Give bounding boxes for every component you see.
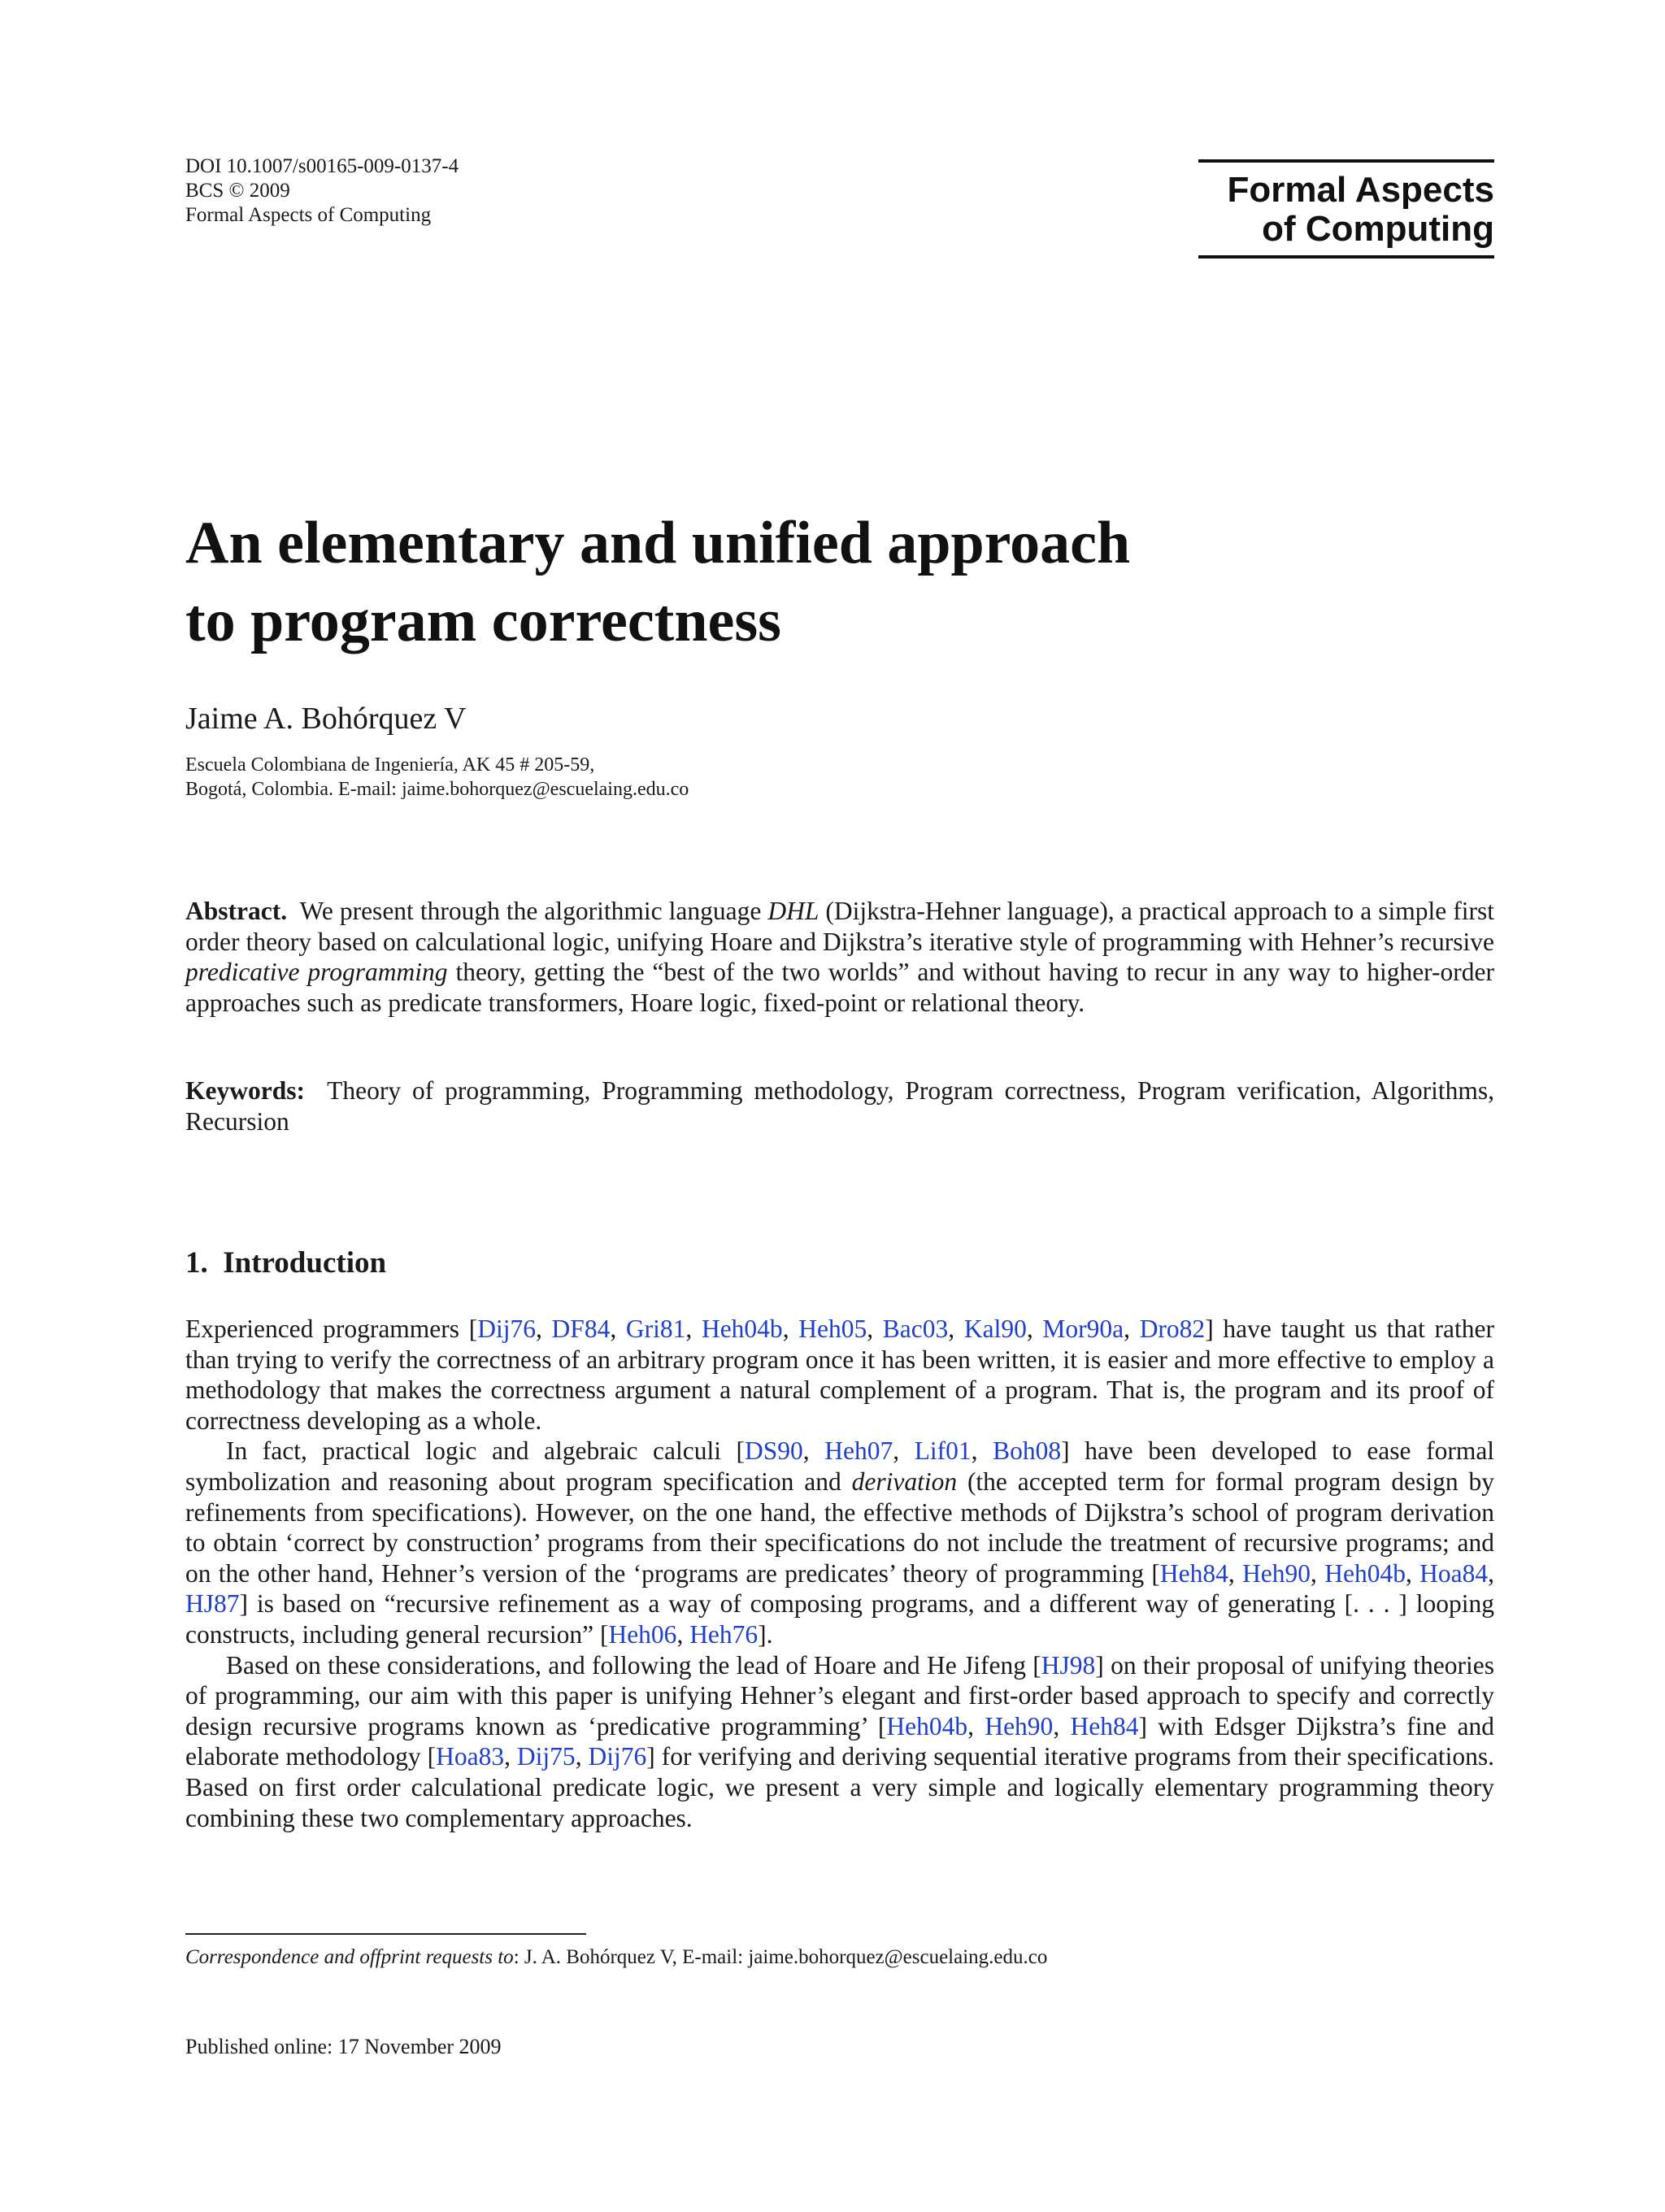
intro-p2-text-c: (the accepted term for formal program design by refinements from specifications). However, on the one hand, the effective methods of Dijkstra’s school of program derivation to obtain ‘correct by construction’ programs from their specifications do not include the treatment of recursive programs; and on the other hand, Hehner’s version of the ‘programs are predicates’ theory of programming [ <box>185 1467 1494 1588</box>
paper-title-line1: An elementary and unified approach <box>185 510 1131 576</box>
intro-paragraph-3 <box>185 1650 1494 1834</box>
keywords-text: Theory of programming, Programming methodology, Program correctness, Program verification, Algorithms, Recursion <box>185 1076 1494 1136</box>
abstract-text-2: (Dijkstra-Hehner language), a practical approach to a simple first order theory based on calculational logic, unifying Hoare and Dijkstra’s iterative style of programming with Hehner’s recursive <box>185 897 1494 956</box>
citation-link-dro82[interactable]: Dro82 <box>1139 1315 1206 1343</box>
keywords <box>185 1076 1494 1136</box>
intro-paragraph-1 <box>185 1314 1494 1436</box>
citation-link-dij76[interactable]: Dij76 <box>477 1315 536 1343</box>
published-online: Published online: 17 November 2009 <box>185 2035 502 2058</box>
author-name: Jaime A. Bohórquez V <box>185 702 467 736</box>
section-heading-introduction <box>185 1245 386 1281</box>
footnote-label: Correspondence and offprint requests to <box>185 1946 514 1968</box>
intro-p1-citations: Dij76, DF84, Gri81, Heh04b, Heh05, Bac03, Kal90, Mor90a, Dro82 <box>477 1315 1206 1343</box>
citation-link-mor90a[interactable]: Mor90a <box>1042 1315 1124 1343</box>
abstract-text-3: theory, getting the “best of the two worlds” and without having to recur in any way to higher-order approaches such as predicate transformers, Hoare logic, fixed-point or relational theory. <box>185 958 1494 1017</box>
intro-p2-derivation: derivation <box>851 1467 958 1496</box>
citation-link-gri81[interactable]: Gri81 <box>625 1315 686 1343</box>
citation-link-heh84[interactable]: Heh84 <box>1159 1558 1228 1588</box>
introduction-body <box>185 1314 1494 1833</box>
paper-title <box>185 504 1242 660</box>
citation-link-dij75[interactable]: Dij75 <box>516 1742 576 1771</box>
abstract-text-1: We present through the algorithmic language <box>299 897 768 925</box>
citation-link-heh04b[interactable]: Heh04b <box>701 1315 783 1343</box>
abstract <box>185 896 1494 1018</box>
citation-link-hj87[interactable]: HJ87 <box>185 1589 240 1619</box>
footnote-text: : J. A. Bohórquez V, E-mail: jaime.bohorquez@escuelaing.edu.co <box>513 1946 1048 1968</box>
citation-link-heh07[interactable]: Heh07 <box>824 1436 893 1466</box>
citation-link-hj98[interactable]: HJ98 <box>1041 1650 1096 1680</box>
intro-p3-text-b: ] on their proposal of unifying theories of programming, our aim with this paper is unifying Hehner’s elegant and first-order based approach to specify and correctly design recursive programs known as ‘predicative programming’ [ <box>185 1650 1494 1740</box>
intro-p2-text-b: ] have been developed to ease formal symbolization and reasoning about program specification and <box>185 1436 1495 1496</box>
keywords-label: Keywords: <box>185 1076 305 1105</box>
intro-p3-text-d: ] for verifying and deriving sequential iterative programs from their specifications. Based on first order calculational predicate logic, we present a very simple and logically elementary programming theory combining these two complementary approaches. <box>185 1742 1494 1832</box>
citation-link-heh90[interactable]: Heh90 <box>1242 1558 1311 1588</box>
intro-p3-citations-2: Heh04b, Heh90, Heh84 <box>886 1711 1139 1740</box>
citation-link-heh76[interactable]: Heh76 <box>689 1619 759 1649</box>
citation-link-heh90[interactable]: Heh90 <box>985 1711 1054 1740</box>
affiliation <box>185 753 689 802</box>
journal-logo-line1: Formal Aspects <box>1227 170 1494 210</box>
citation-link-heh06[interactable]: Heh06 <box>608 1619 677 1649</box>
section-number: 1. <box>185 1246 208 1280</box>
citation-link-boh08[interactable]: Boh08 <box>993 1436 1062 1466</box>
citation-link-hoa83[interactable]: Hoa83 <box>436 1742 505 1771</box>
citation-link-dij76[interactable]: Dij76 <box>588 1742 647 1771</box>
intro-p1-text-a: Experienced programmers [ <box>185 1315 478 1343</box>
abstract-paragraph <box>185 896 1494 1018</box>
abstract-dhl: DHL <box>767 897 819 925</box>
copyright-text: BCS © 2009 <box>185 180 290 202</box>
section-title: Introduction <box>223 1246 387 1280</box>
intro-p2-citations-1: DS90, Heh07, Lif01, Boh08 <box>745 1436 1062 1466</box>
intro-p2-text-d: ] is based on “recursive refinement as a way of composing programs, and a different way of generating [. . . ] looping constructs, including general recursion” [ <box>185 1589 1494 1649</box>
doi-text: DOI 10.1007/s00165-009-0137-4 <box>185 155 459 177</box>
header-meta <box>185 154 459 228</box>
citation-link-heh04b[interactable]: Heh04b <box>886 1711 968 1740</box>
footnote-divider <box>185 1933 586 1935</box>
intro-p2-citations-3: Heh06, Heh76 <box>608 1619 759 1649</box>
citation-link-hoa84[interactable]: Hoa84 <box>1419 1558 1489 1588</box>
citation-link-df84[interactable]: DF84 <box>551 1315 611 1343</box>
abstract-label: Abstract. <box>185 897 288 925</box>
citation-link-ds90[interactable]: DS90 <box>745 1436 803 1466</box>
paper-title-line2: to program correctness <box>185 588 781 654</box>
abstract-predicative-programming: predicative programming <box>185 958 448 987</box>
journal-name: Formal Aspects of Computing <box>185 204 432 226</box>
keywords-paragraph <box>185 1076 1494 1136</box>
citation-link-heh84[interactable]: Heh84 <box>1070 1711 1139 1740</box>
citation-link-kal90[interactable]: Kal90 <box>963 1315 1027 1343</box>
journal-logo-line2: of Computing <box>1262 209 1494 249</box>
intro-p3-text-c: ] with Edsger Dijkstra’s fine and elaborate methodology [ <box>185 1711 1495 1771</box>
affiliation-line1: Escuela Colombiana de Ingeniería, AK 45 # 205-59, <box>185 754 595 776</box>
affiliation-line2: Bogotá, Colombia. E-mail: jaime.bohorquez@escuelaing.edu.co <box>185 779 689 800</box>
intro-p2-text-e: ]. <box>758 1619 773 1649</box>
intro-p3-citations-1 <box>1041 1651 1096 1680</box>
intro-p1-text-b: ] have taught us that rather than trying to verify the correctness of an arbitrary program once it has been written, it is easier and more effective to employ a methodology that makes the correctness argument a natural complement of a program. That is, the program and its proof of correctness developing as a whole. <box>185 1315 1494 1435</box>
citation-link-lif01[interactable]: Lif01 <box>914 1436 972 1466</box>
citation-link-bac03[interactable]: Bac03 <box>882 1315 949 1343</box>
intro-p2-citations-2: Heh84, Heh90, Heh04b, Hoa84, HJ87 <box>185 1558 1495 1619</box>
citation-link-heh05[interactable]: Heh05 <box>798 1315 867 1343</box>
intro-paragraph-2 <box>185 1436 1494 1649</box>
footnote <box>185 1945 1047 1970</box>
journal-logo <box>1198 159 1494 259</box>
citation-link-heh04b[interactable]: Heh04b <box>1324 1558 1406 1588</box>
intro-p3-citations-3: Hoa83, Dij75, Dij76 <box>436 1742 647 1771</box>
intro-p2-text-a: In fact, practical logic and algebraic calculi [ <box>226 1436 746 1466</box>
intro-p3-text-a: Based on these considerations, and following the lead of Hoare and He Jifeng [ <box>226 1650 1041 1680</box>
